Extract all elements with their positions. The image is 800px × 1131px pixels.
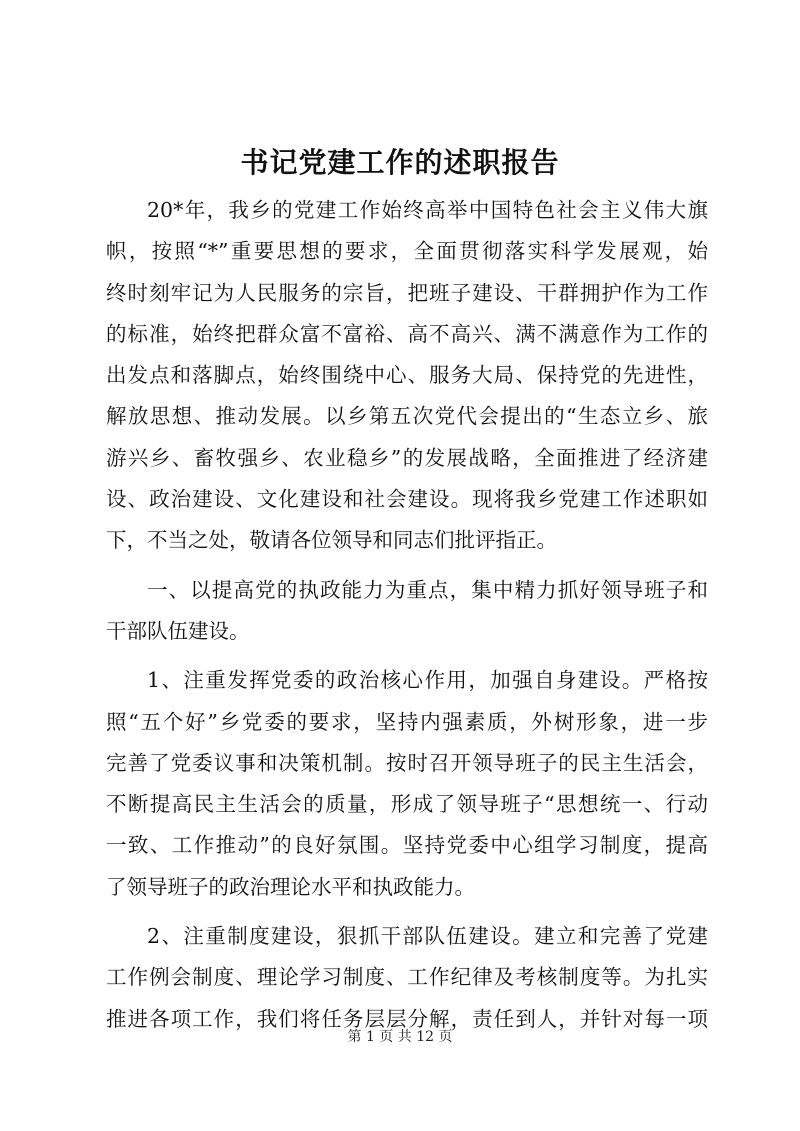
paragraph-2-line-3: 完善了党委议事和决策机制。按时召开领导班子的民主生活会， xyxy=(106,750,708,775)
paragraph-1-line-7: 游兴乡、畜牧强乡、农业稳乡”的发展战略，全面推进了经济建 xyxy=(106,445,708,470)
paragraph-2-line-6: 了领导班子的政治理论水平和执政能力。 xyxy=(106,874,475,899)
section-1-heading-line-1: 一、以提高党的执政能力为重点，集中精力抓好领导班子和 xyxy=(147,577,708,602)
paragraph-1-line-9: 下，不当之处，敬请各位领导和同志们批评指正。 xyxy=(106,528,557,553)
paragraph-1-line-5: 出发点和落脚点，始终围绕中心、服务大局、保持党的先进性， xyxy=(106,363,708,388)
page-footer: 第 1 页 共 12 页 xyxy=(347,1029,453,1045)
paragraph-1-line-3: 终时刻牢记为人民服务的宗旨，把班子建设、干群拥护作为工作 xyxy=(106,280,708,305)
paragraph-3-line-1: 2、注重制度建设，狠抓干部队伍建设。建立和完善了党建 xyxy=(147,924,708,949)
paragraph-3-line-3: 推进各项工作，我们将任务层层分解，责任到人，并针对每一项 xyxy=(106,1006,708,1031)
paragraph-2-line-4: 不断提高民主生活会的质量，形成了领导班子“思想统一、行动 xyxy=(106,792,708,817)
paragraph-2-line-1: 1、注重发挥党委的政治核心作用，加强自身建设。严格按 xyxy=(147,668,708,693)
paragraph-1-line-8: 设、政治建设、文化建设和社会建设。现将我乡党建工作述职如 xyxy=(106,487,708,512)
paragraph-1-line-4: 的标准，始终把群众富不富裕、高不高兴、满不满意作为工作的 xyxy=(106,321,708,346)
paragraph-1-line-2: 帜，按照“*”重要思想的要求，全面贯彻落实科学发展观，始 xyxy=(106,239,708,264)
document-title: 书记党建工作的述职报告 xyxy=(240,146,560,179)
document-body xyxy=(106,190,708,1040)
paragraph-2-line-2: 照“五个好”乡党委的要求，坚持内强素质，外树形象，进一步 xyxy=(106,709,708,734)
paragraph-3-line-2: 工作例会制度、理论学习制度、工作纪律及考核制度等。为扎实 xyxy=(106,965,708,990)
paragraph-2-line-5: 一致、工作推动”的良好氛围。坚持党委中心组学习制度，提高 xyxy=(106,833,708,858)
section-1-heading-line-2: 干部队伍建设。 xyxy=(106,618,250,643)
paragraph-1-line-6: 解放思想、推动发展。以乡第五次党代会提出的“生态立乡、旅 xyxy=(106,404,708,429)
paragraph-1-line-1: 20*年，我乡的党建工作始终高举中国特色社会主义伟大旗 xyxy=(147,198,708,222)
